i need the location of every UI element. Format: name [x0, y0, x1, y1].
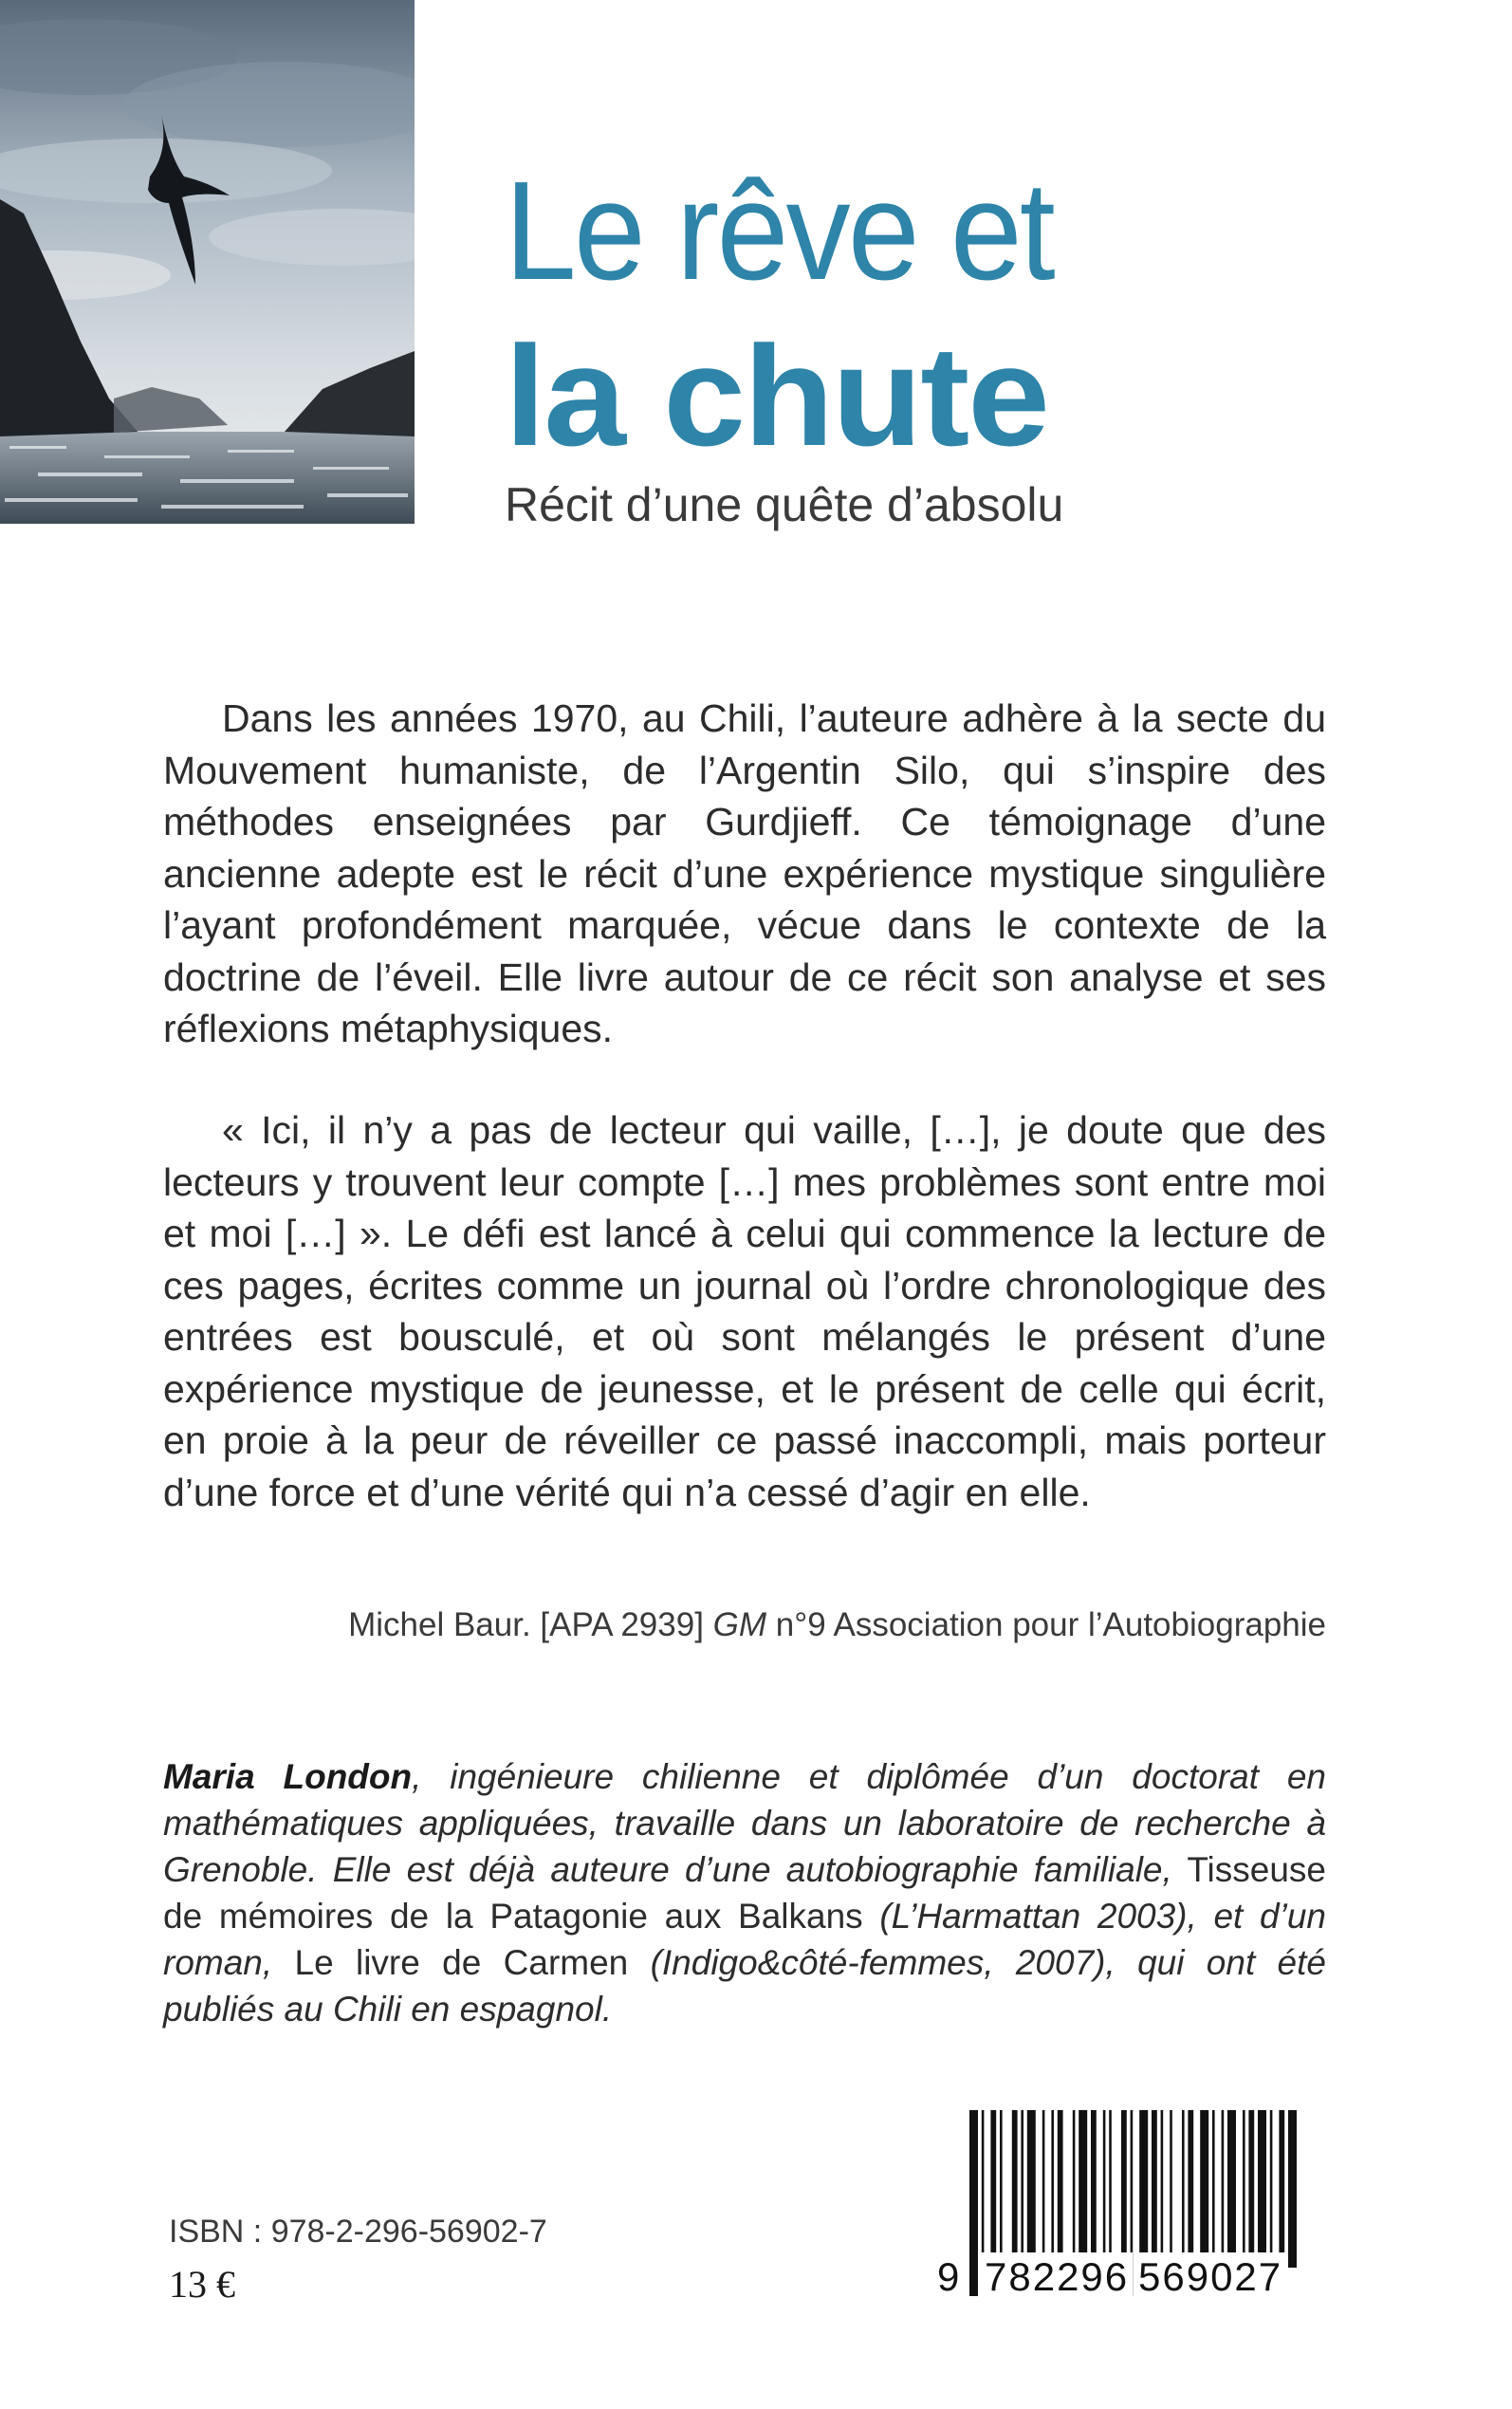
- barcode-bar: [1058, 2110, 1063, 2268]
- barcode-bar: [1091, 2110, 1097, 2268]
- barcode-bar: [1279, 2110, 1284, 2268]
- barcode-bar: [1227, 2110, 1236, 2268]
- barcode-bar: [1161, 2110, 1164, 2268]
- barcode: [926, 2110, 1309, 2306]
- barcode-bar: [1042, 2110, 1045, 2268]
- barcode-bar: [1170, 2110, 1172, 2268]
- review-attribution: [163, 1603, 1326, 1647]
- blurb-paragraph-2: « Ici, il n’y a pas de lecteur qui vaille, […], je doute que des lecteurs y trouvent leur compte […] mes problèmes sont entre moi et moi […] ». Le défi est lancé à celui qui commence la lecture de ces pages, écrites comme un journal où l’ordre chronologique des entrées est bousculé, et où sont mélangés le présent d’une expérience mystique de jeunesse, et le présent de celle qui écrit, en proie à la peur de réveiller ce passé inaccompli, mais porteur d’une force et d’une vérité qui n’a cessé d’agir en elle.: [163, 1108, 1326, 1514]
- barcode-bar: [1212, 2110, 1215, 2268]
- barcode-right-group: 569027: [1134, 2252, 1286, 2302]
- cover-photo: [0, 0, 415, 524]
- bio-text-2: (L’Harmattan 2003), et d’un roman,: [163, 1897, 1326, 1982]
- barcode-digits: [926, 2252, 1309, 2306]
- book-subtitle: Récit d’une quête d’absolu: [505, 478, 1064, 531]
- barcode-bar: [1103, 2110, 1106, 2268]
- barcode-bar: [1288, 2110, 1297, 2268]
- barcode-bar: [1248, 2110, 1254, 2268]
- barcode-bar: [1109, 2110, 1112, 2268]
- barcode-bar: [1243, 2110, 1245, 2268]
- bio-text-1: , ingénieure chilienne et diplômée d’un doctorat en mathématiques appliquées, travaille dans un laboratoire de recherche à Grenoble. Elle est déjà auteure d’une autobiographie familiale,: [163, 1757, 1327, 1889]
- barcode-bar: [1222, 2110, 1225, 2268]
- barcode-bar: [1027, 2110, 1036, 2268]
- bio-book-title-2: Le livre de Carmen: [272, 1943, 651, 1982]
- barcode-bar: [982, 2110, 985, 2268]
- book-title-line1: Le rêve et: [505, 153, 1053, 309]
- barcode-bar: [1079, 2110, 1087, 2268]
- barcode-bar: [990, 2110, 996, 2268]
- barcode-bar: [1188, 2110, 1193, 2268]
- barcode-bar: [1073, 2110, 1076, 2268]
- barcode-left-group: 782296: [981, 2252, 1133, 2302]
- barcode-bar: [1051, 2110, 1054, 2268]
- attribution-source: Michel Baur. [APA 2939]: [348, 1606, 713, 1643]
- barcode-bar: [1000, 2110, 1003, 2268]
- barcode-bar: [1139, 2110, 1148, 2268]
- author-name: Maria London: [163, 1757, 413, 1796]
- albatross-seascape-photo: [0, 0, 415, 524]
- attribution-association: n°9 Association pour l’Autobiographie: [766, 1606, 1326, 1643]
- barcode-bar: [1152, 2110, 1157, 2268]
- barcode-bar: [1121, 2110, 1127, 2268]
- blurb-paragraph-1: Dans les années 1970, au Chili, l’auteure adhère à la secte du Mouvement humaniste, de l’Argentin Silo, qui s’inspire des méthodes enseignées par Gurdjieff. Ce témoignage d’une ancienne adepte est le récit d’une expérience mystique singulière l’ayant profondément marquée, vécue dans le contexte de la doctrine de l’éveil. Elle livre autour de ce récit son analyse et ses réflexions métaphysiques.: [163, 696, 1326, 1050]
- barcode-bar: [1200, 2110, 1208, 2268]
- author-bio: [163, 1753, 1326, 2032]
- barcode-bar: [1258, 2110, 1266, 2268]
- isbn: ISBN : 978-2-296-56902-7: [169, 2214, 547, 2250]
- attribution-journal: GM: [712, 1606, 767, 1643]
- barcode-bar: [1270, 2110, 1273, 2268]
- barcode-bar: [1021, 2110, 1023, 2268]
- barcode-bar: [1182, 2110, 1185, 2268]
- price: 13 €: [169, 2263, 235, 2306]
- barcode-first-digit: 9: [937, 2254, 962, 2299]
- book-title-line2: la chute: [505, 316, 1048, 475]
- barcode-bar: [1012, 2110, 1018, 2268]
- bio-text-3: (Indigo&côté-femmes, 2007), qui ont été publiés au Chili en espagnol.: [163, 1943, 1326, 2029]
- bio-book-title-1: Tisseuse de mémoires de la Patagonie aux Balkans: [163, 1850, 1326, 1936]
